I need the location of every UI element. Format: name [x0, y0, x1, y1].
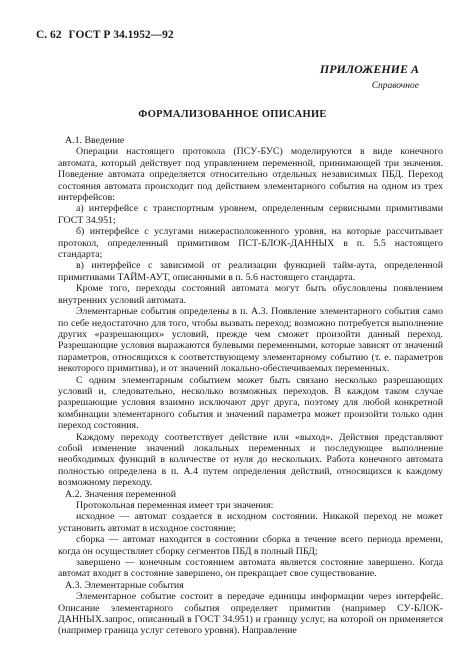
paragraph: Протокольная переменная имеет три значения:: [76, 500, 274, 511]
list-item: сборка — автомат находится в состоянии сборка в течение всего периода времени, когда он осуществляет сборку сегментов ПБД в полный ПБД;: [58, 534, 443, 557]
list-item: в) интерфейсе с зависимой от реализации функцией тайм-аута, определенной примитивами ТАЙМ-АУТ, описанными в п. 5.6 настоящего стандарта.: [58, 260, 443, 283]
paragraph: Элементарные события определены в п. А.3. Появление элементарного события само по себе недостаточно для того, чтобы вызвать переход; возможно потребуется выполнение других «разрешающих» условий, прежде чем сможет произойти данный переход. Разрешающие условия выражаются булевыми переменными, которые зависят от значений параметров, относящихся к соответствующему элементарному событию (т. е. параметров некоторого примитива), и от значений локально-обеспечиваемых переменных.: [58, 306, 443, 375]
page-number: С. 62: [36, 29, 62, 41]
appendix-title: ПРИЛОЖЕНИЕ А: [319, 62, 419, 76]
section-heading: А.2. Значения переменной: [65, 488, 177, 500]
paragraph: Каждому переходу соответствует действие или «выход». Действия представляют собой изменение значений локальных переменных и последующее выполнение необходимых функций в количестве от нуля до нескольких. Работа конечного автомата полностью определена в п. А.4 путем определения действий, относящихся к каждому возможному переходу.: [58, 431, 443, 489]
list-item: б) интерфейсе с услугами нижерасположенного уровня, на которые рассчитывает протокол, определенный примитивом ПСТ-БЛОК-ДАННЫХ в п. 5.5 настоящего стандарта;: [58, 226, 443, 261]
paragraph: Операции настоящего протокола (ПСУ-БУС) моделируются в виде конечного автомата, который действует под управлением переменной, принимающей три значения. Поведение автомата определяется относительно отдельных независимых ПБД. Переход состояния автомата происходит под действием элементарного события на одном из трех интерфейсов:: [58, 146, 443, 204]
paragraph: Элементарное событие состоит в передаче единицы информации через интерфейс. Описание элементарного события определяет примитив (например СУ-БЛОК-ДАННЫХ.запрос, описанный в ГОСТ 34.951) и границу услуг, на которой он применяется (например граница услуг сетевого уровня). Направление: [58, 591, 443, 637]
list-item: а) интерфейсе с транспортным уровнем, определенным сервисными примитивами ГОСТ 34.951;: [58, 203, 443, 226]
list-item: завершено — конечным состоянием автомата является состояние завершено. Когда автомат входит в состояние завершено, он прекращает свое существование.: [58, 557, 443, 580]
appendix-subtitle: Справочное: [371, 81, 419, 91]
paragraph: Кроме того, переходы состояний автомата могут быть обусловлены появлением внутренних условий автомата.: [58, 283, 443, 306]
list-item: исходное — автомат создается в исходном состоянии. Никакой переход не может установить автомат в исходное состояние;: [58, 511, 443, 534]
running-header: [36, 29, 178, 41]
section-heading: А.1. Введение: [65, 135, 125, 146]
document-title: ФОРМАЛИЗОВАННОЕ ОПИСАНИЕ: [138, 109, 327, 120]
document-body: [58, 135, 443, 637]
standard-designation: ГОСТ Р 34.1952—92: [68, 29, 174, 41]
paragraph: С одним элементарным событием может быть связано несколько разрешающих условий и, следовательно, несколько возможных переходов. В каждом таком случае разрешающие условия взаимно исключают друг друга, поэтому для любой конкретной комбинации элементарного события и значений параметра может произойти только один переход состояния.: [58, 374, 443, 432]
section-heading: А.3. Элементарные события: [65, 579, 184, 591]
